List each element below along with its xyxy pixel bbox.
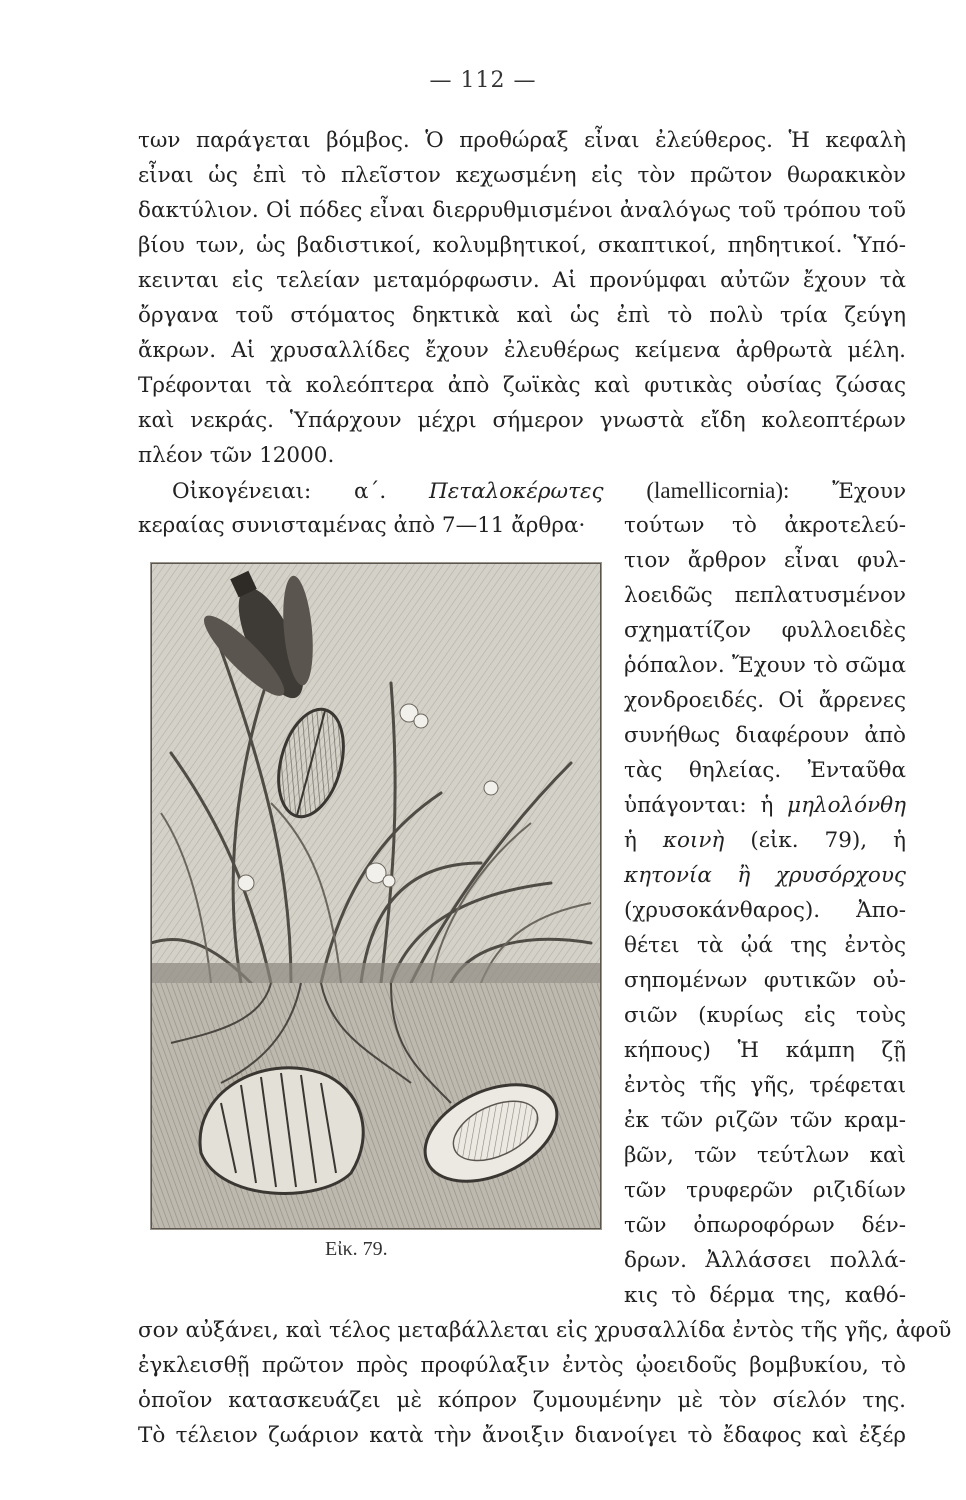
text-line: των παράγεται βόμβος. Ὁ προθώραξ εἶναι ἐλεύθερος. Ἡ κεφαλὴ — [138, 128, 906, 153]
text-line — [624, 826, 906, 856]
text-line: καὶ νεκράς. Ὑπάρχουν μέχρι σήμερον γνωστὰ εἴδη κολεοπτέρων — [138, 408, 906, 433]
page-number: — 112 — — [429, 68, 537, 93]
text-line: εἶναι ὡς ἐπὶ τὸ πλεῖστον κεχωσμένη εἰς τὸν πρῶτον θωρακικὸν — [138, 163, 906, 188]
text-line: Τρέφονται τὰ κολεόπτερα ἀπὸ ζωϊκὰς καὶ φυτικὰς οὐσίας ζώσας — [138, 373, 906, 398]
text-line: τὰς θηλείας. Ἐνταῦθα — [624, 758, 906, 783]
text-line: κεινται εἰς τελείαν μεταμόρφωσιν. Αἱ προνύμφαι αὐτῶν ἔχουν τὰ — [138, 268, 906, 293]
text-line: συνήθως διαφέρουν ἀπὸ — [624, 723, 906, 748]
text-fragment: ἢ — [737, 863, 751, 888]
text-line: σον αὐξάνει, καὶ τέλος μεταβάλλεται εἰς χρυσαλλίδα ἐντὸς τῆς γῆς, ἀφοῦ — [138, 1318, 952, 1343]
text-line: ἐντὸς τῆς γῆς, τρέφεται — [624, 1073, 906, 1098]
text-line: τούτων τὸ ἀκροτελεύ- — [624, 513, 906, 538]
text-line: δακτύλιον. Οἱ πόδες εἶναι διερρυθμισμένοι ἀναλόγως τοῦ τρόπου τοῦ — [138, 198, 906, 223]
family-name: Πεταλοκέρωτες — [428, 479, 604, 504]
text-line: κεραίας συνισταμένας ἀπὸ 7—11 ἄρθρα· — [138, 513, 586, 538]
figure-caption: Εἰκ. 79. — [325, 1238, 388, 1260]
text-line: ὁποῖον κατασκευάζει μὲ κόπρον ζυμουμένην μὲ τὸν σίελόν της. — [138, 1388, 906, 1413]
text-line: τῶν ὀπωροφόρων δέν- — [624, 1213, 906, 1238]
family-label: Οἰκογένειαι: α΄. — [172, 479, 387, 504]
text-fragment: ὑπάγονται: ἡ — [624, 793, 774, 818]
text-line: Τὸ τέλειον ζωάριον κατὰ τὴν ἄνοιξιν διανοίγει τὸ ἔδαφος καὶ ἐξέρ — [138, 1423, 906, 1448]
text-line: (χρυσοκάνθαρος). Ἀπο- — [624, 898, 906, 923]
text-line: ἐκ τῶν ριζῶν τῶν κραμ- — [624, 1108, 906, 1133]
text-line: σιῶν (κυρίως εἰς τοὺς — [624, 1003, 906, 1028]
text-line: κις τὸ δέρμα της, καθό- — [624, 1283, 906, 1308]
text-line: βίου των, ὡς βαδιστικοί, κολυμβητικοί, σκαπτικοί, πηδητικοί. Ὑπό- — [138, 233, 906, 258]
species-name: χρυσόρχους — [775, 863, 906, 888]
text-line — [624, 791, 906, 821]
beetle-illustration — [150, 562, 602, 1230]
species-name: κοινὴ — [662, 828, 725, 853]
family-heading-line — [172, 476, 906, 507]
species-name: μηλολόνθη — [787, 793, 906, 818]
text-line: δρων. Ἀλλάσσει πολλά- — [624, 1248, 906, 1273]
text-line: βῶν, τῶν τεύτλων καὶ — [624, 1143, 906, 1168]
text-line: ἐγκλεισθῇ πρῶτον πρὸς προφύλαξιν ἐντὸς ᾠοειδοῦς βομβυκίου, τὸ — [138, 1353, 906, 1378]
text-line: ὄργανα τοῦ στόματος δηκτικὰ καὶ ὡς ἐπὶ τὸ πολὺ τρία ζεύγη — [138, 303, 906, 328]
text-line: χονδροειδές. Οἱ ἄρρενες — [624, 688, 906, 713]
text-line: τιον ἄρθρον εἶναι φυλ- — [624, 548, 906, 573]
text-fragment: ἡ — [624, 828, 637, 853]
text-line: πλέον τῶν 12000. — [138, 443, 335, 468]
text-line: σχηματίζον φυλλοειδὲς — [624, 618, 906, 643]
family-latin-name: (lamellicornia): — [646, 478, 790, 503]
text-line: κήπους) Ἡ κάμπη ζῇ — [624, 1038, 906, 1063]
text-line: σηπομένων φυτικῶν οὐ- — [624, 968, 906, 993]
beetle-engraving — [151, 563, 601, 1229]
text-line: θέτει τὰ ᾠά της ἐντὸς — [624, 933, 906, 958]
text-line: λοειδῶς πεπλατυσμένον — [624, 583, 906, 608]
text-line — [624, 861, 906, 891]
family-text: Ἔχουν — [832, 479, 907, 504]
species-name: κητονία — [624, 863, 712, 888]
text-line: ῥόπαλον. Ἔχουν τὸ σῶμα — [624, 653, 906, 678]
text-line: ἄκρων. Αἱ χρυσαλλίδες ἔχουν ἐλευθέρως κείμενα ἀρθρωτὰ μέλη. — [138, 338, 906, 363]
figure-reference: (εἰκ. 79), ἡ — [750, 828, 906, 853]
text-line: τῶν τρυφερῶν ριζιδίων — [624, 1178, 906, 1203]
